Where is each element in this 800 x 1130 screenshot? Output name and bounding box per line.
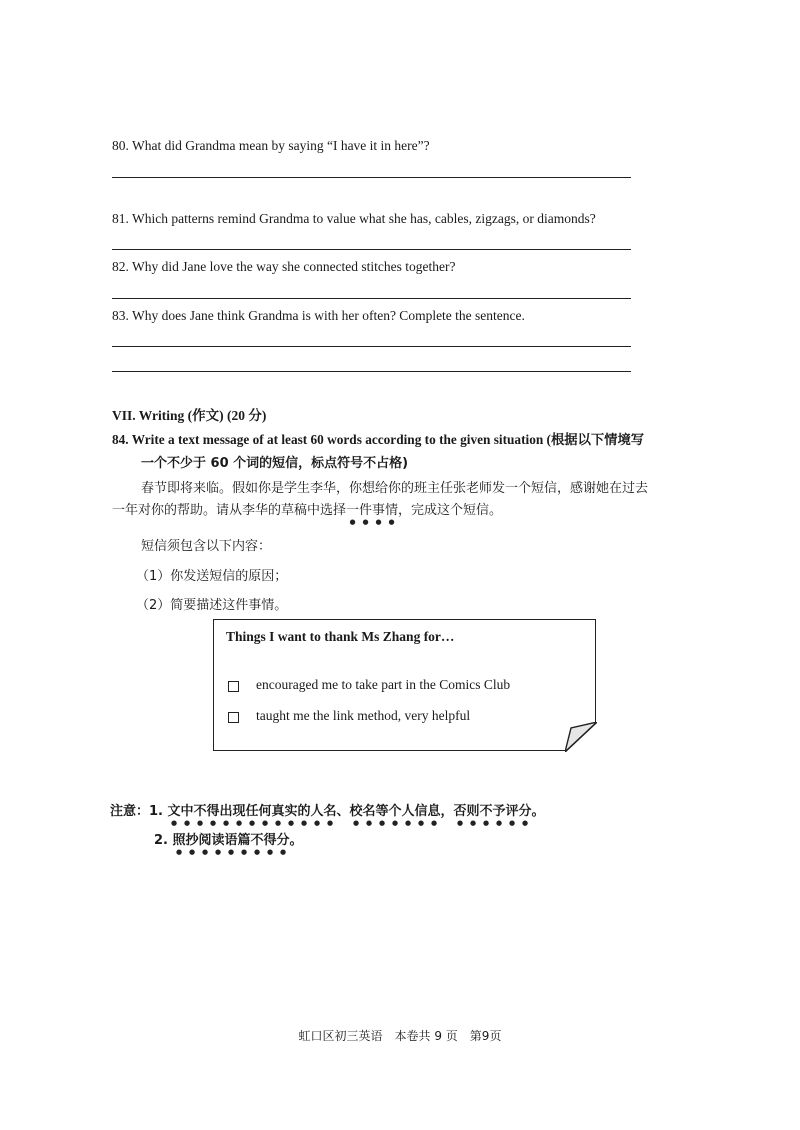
page-curl-icon xyxy=(565,722,597,752)
requirement-text: 短信须包含以下内容： xyxy=(141,539,272,554)
prompt-line-2-a: 一年对你的帮助。请从李华的草稿中选择 xyxy=(112,503,347,518)
note-option-2: taught me the link method, very helpful xyxy=(256,708,471,723)
emphasized-phrase: 一件事情 xyxy=(346,503,399,518)
checkbox-icon[interactable] xyxy=(228,712,239,723)
notice-label: 注意： xyxy=(110,804,150,819)
question-83: 83. Why does Jane think Grandma is with her often? Complete the sentence. xyxy=(112,308,525,323)
notice-rule-2-number: 2. xyxy=(154,833,168,848)
section-title-writing: VII. Writing (作文) (20 分) xyxy=(112,408,267,423)
answer-line-80[interactable] xyxy=(112,177,631,178)
note-card-title: Things I want to thank Ms Zhang for… xyxy=(226,629,455,644)
prompt-line-2-b: ，完成这个短信。 xyxy=(398,503,503,518)
answer-line-81[interactable] xyxy=(112,249,631,250)
answer-line-83a[interactable] xyxy=(112,346,631,347)
notice-rule-1 xyxy=(110,800,545,827)
answer-line-83b[interactable] xyxy=(112,371,631,372)
question-84-line2: 一个不少于 60 个词的短信，标点符号不占格) xyxy=(141,456,409,471)
note-option-1: encouraged me to take part in the Comics Club xyxy=(256,677,511,692)
requirement-item-1: （1）你发送短信的原因； xyxy=(136,569,288,584)
notice-rule-1-text: 文中不得出现任何真实的人名、校名等个人信息，否则不予评分。 xyxy=(167,804,545,819)
page-footer: 虹口区初三英语 本卷共 9 页 第9页 xyxy=(298,1029,502,1043)
question-81: 81. Which patterns remind Grandma to value what she has, cables, zigzags, or diamonds? xyxy=(112,211,596,226)
answer-line-82[interactable] xyxy=(112,298,631,299)
checkbox-icon[interactable] xyxy=(228,681,239,692)
prompt-line-2 xyxy=(112,499,502,526)
notice-rule-2-text: 照抄阅读语篇不得分。 xyxy=(172,833,303,848)
notice-rule-2 xyxy=(154,829,303,856)
prompt-line-1: 春节即将来临。假如你是学生李华，你想给你的班主任张老师发一个短信，感谢她在过去 xyxy=(141,481,649,496)
question-80: 80. What did Grandma mean by saying “I have it in here”? xyxy=(112,138,430,153)
question-84-line1: 84. Write a text message of at least 60 words according to the given situation (根据以下情境写 xyxy=(112,432,645,447)
question-82: 82. Why did Jane love the way she connected stitches together? xyxy=(112,259,456,274)
note-card xyxy=(213,619,596,751)
notice-rule-1-number: 1. xyxy=(149,804,163,819)
requirement-item-2: （2）简要描述这件事情。 xyxy=(136,598,288,613)
